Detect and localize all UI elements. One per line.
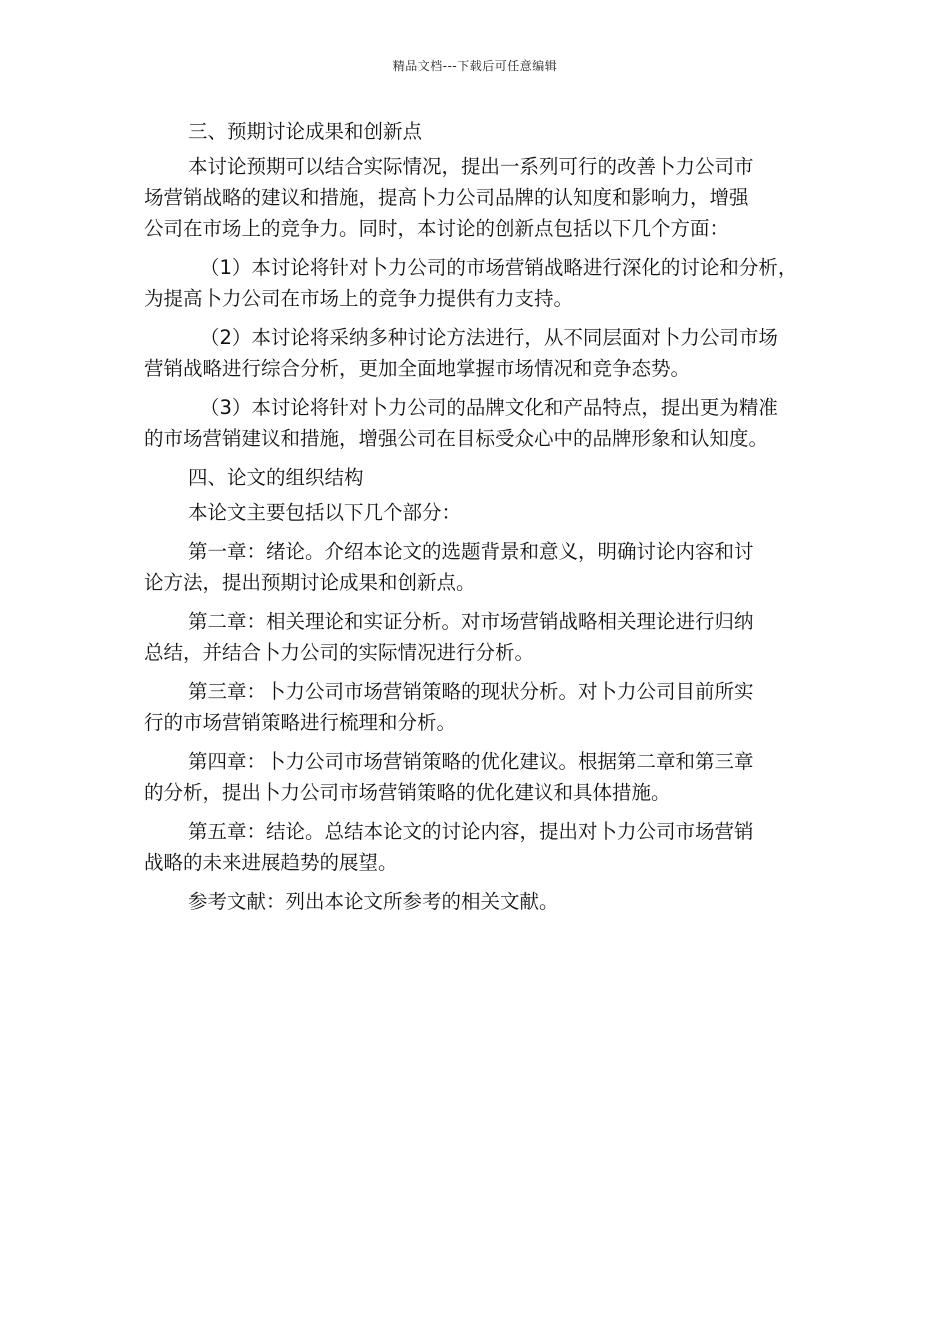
paragraph-line: 营销战略进行综合分析，更加全面地掌握市场情况和竞争态势。 — [144, 357, 691, 380]
paragraph-line: 的分析，提出卜力公司市场营销策略的优化建议和具体措施。 — [144, 781, 671, 804]
paragraph-line: 战略的未来进展趋势的展望。 — [144, 851, 398, 874]
paragraph-line: 参考文献：列出本论文所参考的相关文献。 — [188, 890, 559, 913]
paragraph-line: （3）本讨论将针对卜力公司的品牌文化和产品特点，提出更为精准 — [200, 396, 778, 419]
section-3-intro-paragraph — [144, 151, 814, 244]
chapter-2-paragraph — [144, 606, 814, 668]
paragraph-line: 第四章：卜力公司市场营销策略的优化建议。根据第二章和第三章 — [188, 750, 754, 773]
paragraph-line: 本讨论预期可以结合实际情况，提出一系列可行的改善卜力公司市 — [188, 155, 754, 178]
document-body — [144, 112, 814, 925]
paragraph-line: 公司在市场上的竞争力。同时，本讨论的创新点包括以下几个方面： — [144, 217, 730, 240]
paragraph-line: 场营销战略的建议和措施，提高卜力公司品牌的认知度和影响力，增强 — [144, 186, 749, 209]
innovation-item-2 — [144, 322, 814, 384]
paragraph-line: 第二章：相关理论和实证分析。对市场营销战略相关理论进行归纳 — [188, 610, 754, 633]
paragraph-line: 为提高卜力公司在市场上的竞争力提供有力支持。 — [144, 287, 574, 310]
paragraph-line: 第一章：绪论。介绍本论文的选题背景和意义，明确讨论内容和讨 — [188, 540, 754, 563]
paragraph-line: 的市场营销建议和措施，增强公司在目标受众心中的品牌形象和认知度。 — [144, 427, 769, 450]
paragraph-line: 行的市场营销策略进行梳理和分析。 — [144, 711, 457, 734]
section-heading-3: 三、预期讨论成果和创新点 — [188, 120, 423, 143]
paragraph-line: 第三章：卜力公司市场营销策略的现状分析。对卜力公司目前所实 — [188, 680, 754, 703]
paragraph-line: 论方法，提出预期讨论成果和创新点。 — [144, 571, 476, 594]
innovation-item-3 — [144, 392, 814, 454]
paragraph-line: 第五章：结论。总结本论文的讨论内容，提出对卜力公司市场营销 — [188, 820, 754, 843]
section-4-intro-paragraph — [144, 497, 814, 528]
page-header: 精品文档---下载后可任意编辑 — [392, 59, 558, 73]
paragraph-line: （1）本讨论将针对卜力公司的市场营销战略进行深化的讨论和分析， — [200, 256, 798, 279]
paragraph-line: 总结，并结合卜力公司的实际情况进行分析。 — [144, 641, 535, 664]
paragraph-line: 本论文主要包括以下几个部分： — [188, 501, 462, 524]
chapter-1-paragraph — [144, 536, 814, 598]
section-heading-4: 四、论文的组织结构 — [188, 466, 364, 489]
paragraph-line: （2）本讨论将采纳多种讨论方法进行，从不同层面对卜力公司市场 — [200, 326, 778, 349]
chapter-5-paragraph — [144, 816, 814, 878]
chapter-3-paragraph — [144, 676, 814, 738]
references-paragraph — [144, 886, 814, 917]
chapter-4-paragraph — [144, 746, 814, 808]
innovation-item-1 — [144, 252, 814, 314]
